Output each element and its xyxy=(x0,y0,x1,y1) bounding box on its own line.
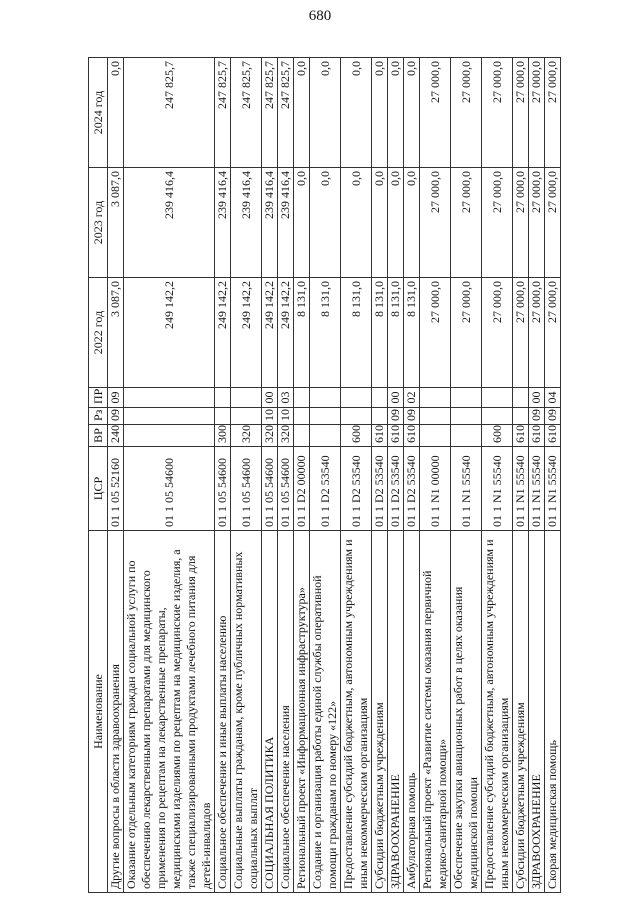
table-row xyxy=(388,58,404,893)
row-2022-cell: 27 000,0 xyxy=(482,278,513,388)
row-vr-cell xyxy=(294,425,310,447)
row-2024-cell: 247 825,7 xyxy=(124,58,215,168)
row-2023-cell: 239 416,4 xyxy=(278,168,294,278)
row-csr-cell: 01 1 D2 53540 xyxy=(341,447,372,531)
row-csr-cell: 01 1 05 54600 xyxy=(262,447,278,531)
table-row xyxy=(231,58,262,893)
table-row xyxy=(278,58,294,893)
row-rz-cell: 09 xyxy=(529,408,545,425)
row-2024-cell: 0,0 xyxy=(294,58,310,168)
row-csr-cell: 01 1 D2 53540 xyxy=(404,447,420,531)
row-name-cell: Создание и организация работы единой службы оперативной помощи гражданам по номеру «122» xyxy=(310,531,341,893)
row-rz-cell xyxy=(124,408,215,425)
row-vr-cell: 610 xyxy=(388,425,404,447)
row-rz-cell: 09 xyxy=(404,408,420,425)
row-csr-cell: 01 1 05 54600 xyxy=(124,447,215,531)
row-2022-cell: 249 142,2 xyxy=(262,278,278,388)
row-2024-cell: 247 825,7 xyxy=(278,58,294,168)
header-cell: ЦСР xyxy=(89,447,108,531)
row-pr-cell xyxy=(124,388,215,408)
row-2024-cell: 0,0 xyxy=(372,58,388,168)
row-2023-cell: 239 416,4 xyxy=(215,168,231,278)
rotated-page-content xyxy=(88,58,613,893)
row-2023-cell: 27 000,0 xyxy=(420,168,451,278)
row-2024-cell: 27 000,0 xyxy=(451,58,482,168)
row-rz-cell xyxy=(294,408,310,425)
row-pr-cell xyxy=(482,388,513,408)
row-2023-cell: 27 000,0 xyxy=(482,168,513,278)
row-pr-cell xyxy=(294,388,310,408)
row-vr-cell: 240 xyxy=(108,425,124,447)
row-2023-cell: 27 000,0 xyxy=(513,168,529,278)
row-2024-cell: 0,0 xyxy=(388,58,404,168)
row-pr-cell: 02 xyxy=(404,388,420,408)
row-pr-cell: 00 xyxy=(262,388,278,408)
row-vr-cell: 610 xyxy=(513,425,529,447)
row-2023-cell: 0,0 xyxy=(372,168,388,278)
row-vr-cell xyxy=(451,425,482,447)
row-pr-cell xyxy=(420,388,451,408)
row-2022-cell: 249 142,2 xyxy=(124,278,215,388)
row-vr-cell: 320 xyxy=(262,425,278,447)
table-row xyxy=(529,58,545,893)
row-vr-cell: 610 xyxy=(372,425,388,447)
row-pr-cell: 09 xyxy=(108,388,124,408)
row-2024-cell: 27 000,0 xyxy=(482,58,513,168)
row-rz-cell: 10 xyxy=(262,408,278,425)
row-name-cell: Социальное обеспечение и иные выплаты населению xyxy=(215,531,231,893)
row-rz-cell xyxy=(215,408,231,425)
row-2022-cell: 27 000,0 xyxy=(529,278,545,388)
row-csr-cell: 01 1 D2 00000 xyxy=(294,447,310,531)
row-pr-cell xyxy=(451,388,482,408)
row-name-cell: Предоставление субсидий бюджетным, автономным учреждениям и иным некоммерческим организациям xyxy=(482,531,513,893)
row-name-cell: Социальные выплаты гражданам, кроме публичных нормативных социальных выплат xyxy=(231,531,262,893)
row-2023-cell: 3 087,0 xyxy=(108,168,124,278)
row-rz-cell: 09 xyxy=(545,408,561,425)
row-2022-cell: 8 131,0 xyxy=(404,278,420,388)
row-2023-cell: 239 416,4 xyxy=(124,168,215,278)
table-row xyxy=(451,58,482,893)
row-rz-cell xyxy=(310,408,341,425)
table-row xyxy=(482,58,513,893)
row-pr-cell xyxy=(231,388,262,408)
row-2023-cell: 27 000,0 xyxy=(451,168,482,278)
row-2024-cell: 0,0 xyxy=(404,58,420,168)
row-2023-cell: 0,0 xyxy=(388,168,404,278)
row-vr-cell xyxy=(124,425,215,447)
row-2024-cell: 0,0 xyxy=(310,58,341,168)
table-row xyxy=(108,58,124,893)
row-rz-cell: 09 xyxy=(388,408,404,425)
row-pr-cell xyxy=(372,388,388,408)
row-2022-cell: 8 131,0 xyxy=(294,278,310,388)
row-csr-cell: 01 1 N1 55540 xyxy=(451,447,482,531)
row-vr-cell: 610 xyxy=(404,425,420,447)
row-pr-cell: 00 xyxy=(388,388,404,408)
row-csr-cell: 01 1 N1 55540 xyxy=(545,447,561,531)
row-2023-cell: 0,0 xyxy=(294,168,310,278)
row-name-cell: Другие вопросы в области здравоохранения xyxy=(108,531,124,893)
header-cell: Наименование xyxy=(89,531,108,893)
row-2022-cell: 8 131,0 xyxy=(310,278,341,388)
row-name-cell: Субсидии бюджетным учреждениям xyxy=(513,531,529,893)
row-2022-cell: 249 142,2 xyxy=(278,278,294,388)
row-pr-cell: 00 xyxy=(529,388,545,408)
row-2023-cell: 27 000,0 xyxy=(529,168,545,278)
row-2023-cell: 0,0 xyxy=(341,168,372,278)
row-name-cell: Скорая медицинская помощь xyxy=(545,531,561,893)
header-cell: Рз xyxy=(89,408,108,425)
row-2022-cell: 27 000,0 xyxy=(513,278,529,388)
row-2022-cell: 8 131,0 xyxy=(341,278,372,388)
row-rz-cell xyxy=(513,408,529,425)
row-vr-cell: 610 xyxy=(545,425,561,447)
row-name-cell: ЗДРАВООХРАНЕНИЕ xyxy=(529,531,545,893)
row-2024-cell: 0,0 xyxy=(108,58,124,168)
row-csr-cell: 01 1 D2 53540 xyxy=(372,447,388,531)
row-csr-cell: 01 1 D2 53540 xyxy=(310,447,341,531)
row-csr-cell: 01 1 N1 00000 xyxy=(420,447,451,531)
row-name-cell: Субсидии бюджетным учреждениям xyxy=(372,531,388,893)
row-name-cell: Региональный проект «Информационная инфраструктура» xyxy=(294,531,310,893)
row-name-cell: Оказание отдельным категориям граждан социальной услуги по обеспечению лекарственными препаратами для медицинского применения по рецептам на лекарственные препараты, медицинскими изделиями по рецептам на медицинские изделия, а также специализированными продуктами лечебного питания для детей-инвалидов xyxy=(124,531,215,893)
row-csr-cell: 01 1 05 54600 xyxy=(278,447,294,531)
row-vr-cell: 610 xyxy=(529,425,545,447)
row-name-cell: Региональный проект «Развитие системы оказания первичной медико-санитарной помощи» xyxy=(420,531,451,893)
row-2022-cell: 8 131,0 xyxy=(372,278,388,388)
row-pr-cell xyxy=(310,388,341,408)
table-row xyxy=(124,58,215,893)
row-rz-cell xyxy=(482,408,513,425)
row-2024-cell: 27 000,0 xyxy=(545,58,561,168)
row-csr-cell: 01 1 05 52160 xyxy=(108,447,124,531)
row-vr-cell: 320 xyxy=(231,425,262,447)
row-pr-cell: 03 xyxy=(278,388,294,408)
row-csr-cell: 01 1 N1 55540 xyxy=(482,447,513,531)
row-pr-cell xyxy=(215,388,231,408)
table-row xyxy=(513,58,529,893)
row-2022-cell: 27 000,0 xyxy=(451,278,482,388)
header-cell: ПР xyxy=(89,388,108,408)
row-2024-cell: 27 000,0 xyxy=(420,58,451,168)
row-csr-cell: 01 1 05 54600 xyxy=(231,447,262,531)
row-vr-cell: 600 xyxy=(482,425,513,447)
table-row xyxy=(341,58,372,893)
header-cell: ВР xyxy=(89,425,108,447)
row-2024-cell: 0,0 xyxy=(341,58,372,168)
row-2022-cell: 27 000,0 xyxy=(420,278,451,388)
row-2022-cell: 3 087,0 xyxy=(108,278,124,388)
row-rz-cell: 10 xyxy=(278,408,294,425)
table-row xyxy=(262,58,278,893)
row-name-cell: Амбулаторная помощь xyxy=(404,531,420,893)
row-csr-cell: 01 1 N1 55540 xyxy=(513,447,529,531)
row-2024-cell: 27 000,0 xyxy=(513,58,529,168)
row-rz-cell xyxy=(231,408,262,425)
row-csr-cell: 01 1 05 54600 xyxy=(215,447,231,531)
table-row xyxy=(372,58,388,893)
row-vr-cell: 320 xyxy=(278,425,294,447)
row-vr-cell: 600 xyxy=(341,425,372,447)
row-name-cell: Обеспечение закупки авиационных работ в целях оказания медицинской помощи xyxy=(451,531,482,893)
row-2023-cell: 239 416,4 xyxy=(231,168,262,278)
table-header-row xyxy=(89,58,108,893)
page-number: 680 xyxy=(308,8,332,24)
row-2023-cell: 239 416,4 xyxy=(262,168,278,278)
row-2024-cell: 247 825,7 xyxy=(231,58,262,168)
table-row xyxy=(420,58,451,893)
budget-table xyxy=(88,57,561,893)
row-name-cell: СОЦИАЛЬНАЯ ПОЛИТИКА xyxy=(262,531,278,893)
table-row xyxy=(215,58,231,893)
row-2023-cell: 27 000,0 xyxy=(545,168,561,278)
row-rz-cell xyxy=(372,408,388,425)
row-2024-cell: 247 825,7 xyxy=(262,58,278,168)
row-rz-cell: 09 xyxy=(108,408,124,425)
row-2022-cell: 249 142,2 xyxy=(215,278,231,388)
row-2022-cell: 27 000,0 xyxy=(545,278,561,388)
table-row xyxy=(310,58,341,893)
header-cell: 2022 год xyxy=(89,278,108,388)
row-csr-cell: 01 1 D2 53540 xyxy=(388,447,404,531)
row-name-cell: ЗДРАВООХРАНЕНИЕ xyxy=(388,531,404,893)
row-vr-cell xyxy=(310,425,341,447)
table-body xyxy=(108,58,561,893)
row-rz-cell xyxy=(341,408,372,425)
row-2023-cell: 0,0 xyxy=(310,168,341,278)
header-cell: 2023 год xyxy=(89,168,108,278)
row-pr-cell xyxy=(513,388,529,408)
row-2022-cell: 249 142,2 xyxy=(231,278,262,388)
row-pr-cell xyxy=(341,388,372,408)
row-rz-cell xyxy=(451,408,482,425)
table-row xyxy=(294,58,310,893)
row-2023-cell: 0,0 xyxy=(404,168,420,278)
header-cell: 2024 год xyxy=(89,58,108,168)
row-rz-cell xyxy=(420,408,451,425)
row-pr-cell: 04 xyxy=(545,388,561,408)
row-2024-cell: 247 825,7 xyxy=(215,58,231,168)
row-name-cell: Предоставление субсидий бюджетным, автономным учреждениям и иным некоммерческим организациям xyxy=(341,531,372,893)
table-row xyxy=(404,58,420,893)
row-name-cell: Социальное обеспечение населения xyxy=(278,531,294,893)
row-2024-cell: 27 000,0 xyxy=(529,58,545,168)
row-vr-cell: 300 xyxy=(215,425,231,447)
row-csr-cell: 01 1 N1 55540 xyxy=(529,447,545,531)
table-row xyxy=(545,58,561,893)
row-2022-cell: 8 131,0 xyxy=(388,278,404,388)
row-vr-cell xyxy=(420,425,451,447)
